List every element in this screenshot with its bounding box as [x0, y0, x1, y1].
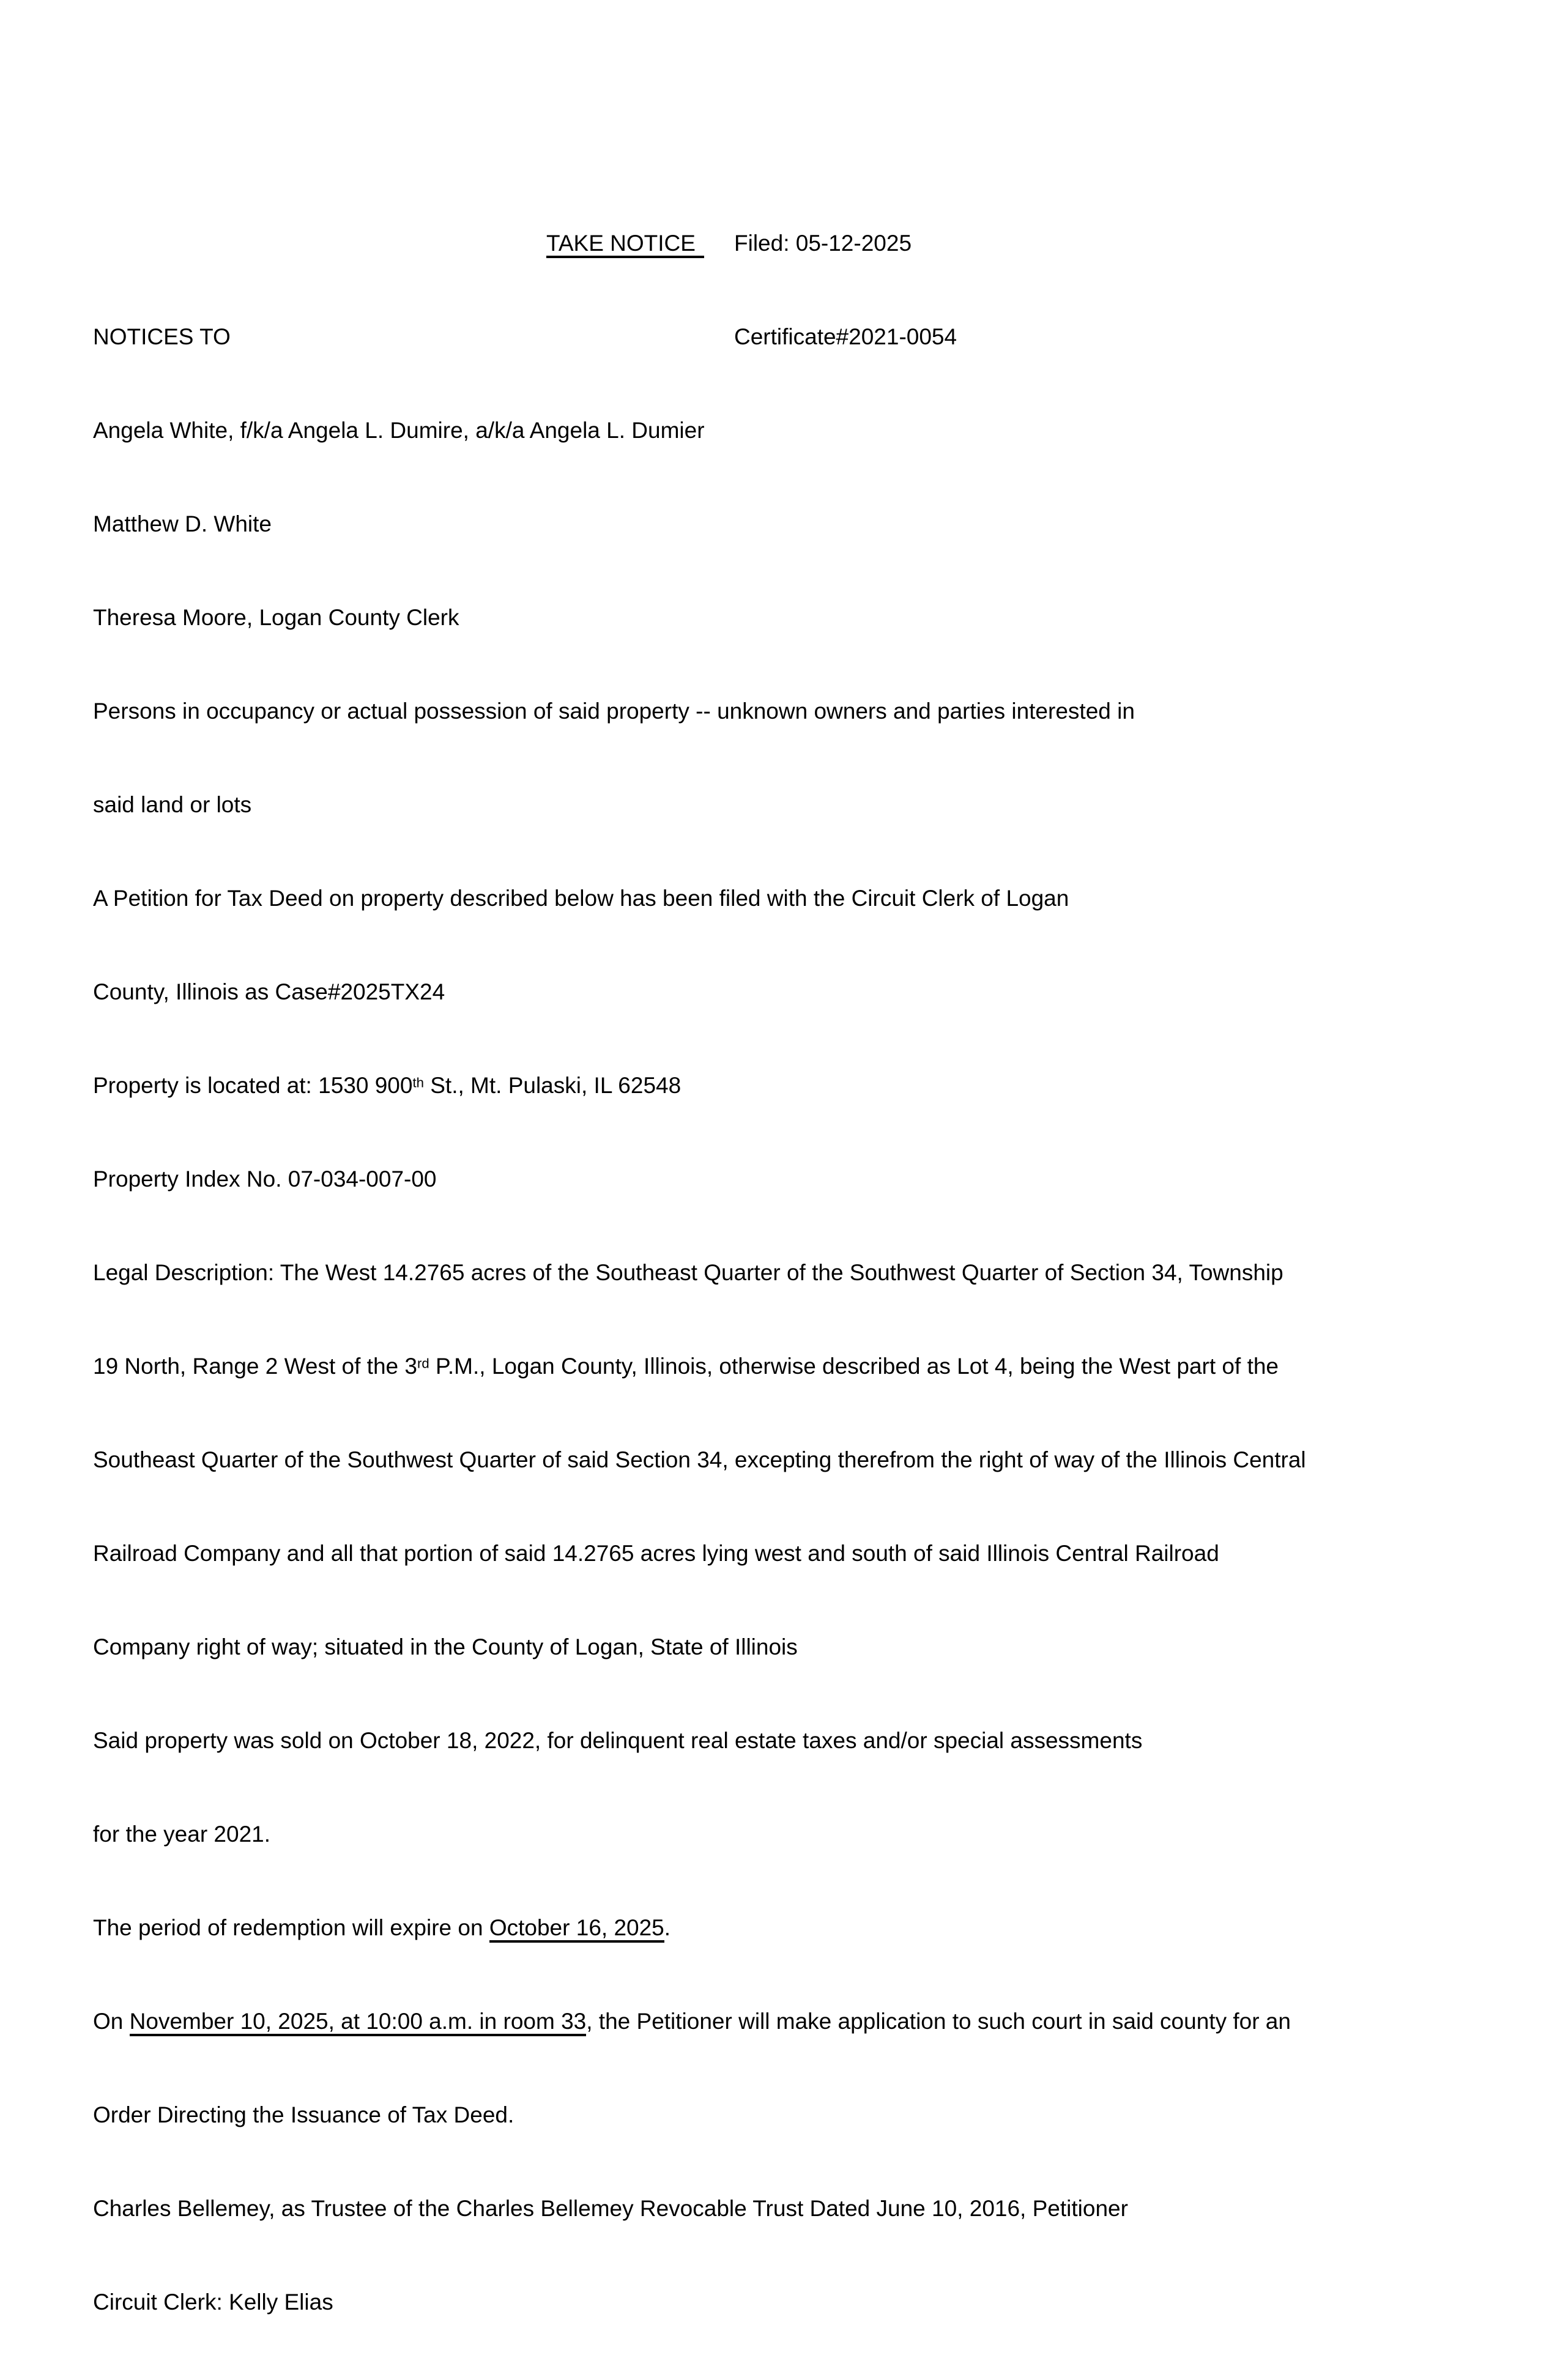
property-location-text: Property is located at: 1530 900: [93, 1073, 413, 1098]
hearing-text: On: [93, 2009, 130, 2034]
hearing-date-room: November 10, 2025, at 10:00 a.m. in room 33: [130, 2009, 587, 2036]
property-index-line: Property Index No. 07-034-007-00: [93, 1166, 437, 1192]
sale-info-line: for the year 2021.: [93, 1822, 271, 1847]
legal-description-line: Company right of way; situated in the County of Logan, State of Illinois: [93, 1634, 798, 1659]
redemption-text: .: [664, 1915, 671, 1940]
certificate-number: Certificate#2021-0054: [734, 324, 957, 349]
property-location-text: St., Mt. Pulaski, IL 62548: [423, 1073, 682, 1098]
legal-description-line: Railroad Company and all that portion of said 14.2765 acres lying west and south of said Illinois Central Railroad: [93, 1541, 1219, 1566]
header-certificate-line: [93, 321, 1525, 352]
hearing-line: [93, 2006, 1525, 2037]
petitioner-line: Charles Bellemey, as Trustee of the Charles Bellemey Revocable Trust Dated June 10, 2016, Petitioner: [93, 2196, 1128, 2221]
recipient-line: Theresa Moore, Logan County Clerk: [93, 605, 459, 630]
property-location-line: [93, 1070, 1525, 1101]
recipient-line: said land or lots: [93, 792, 252, 817]
recipient-line: Persons in occupancy or actual possession of said property -- unknown owners and parties interested in: [93, 699, 1135, 724]
filed-date: Filed: 05-12-2025: [734, 231, 912, 256]
legal-description-text: 19 North, Range 2 West of the 3: [93, 1354, 417, 1379]
circuit-clerk-line: Circuit Clerk: Kelly Elias: [93, 2289, 333, 2315]
legal-description-line: Legal Description: The West 14.2765 acres of the Southeast Quarter of the Southwest Quarter of Section 34, Township: [93, 1260, 1283, 1285]
legal-description-line: Southeast Quarter of the Southwest Quarter of said Section 34, excepting therefrom the right of way of the Illinois Central: [93, 1447, 1306, 1472]
notices-to-label: NOTICES TO: [93, 324, 231, 349]
hearing-line: Order Directing the Issuance of Tax Deed.: [93, 2102, 514, 2127]
ordinal-superscript: rd: [417, 1355, 429, 1371]
hearing-text: , the Petitioner will make application to such court in said county for an: [586, 2009, 1291, 2034]
header-title-line: [93, 228, 1525, 259]
redemption-text: The period of redemption will expire on: [93, 1915, 489, 1940]
petition-line: A Petition for Tax Deed on property described below has been filed with the Circuit Clerk of Logan: [93, 886, 1069, 911]
notice-title: TAKE NOTICE: [546, 231, 704, 258]
legal-description-text: P.M., Logan County, Illinois, otherwise described as Lot 4, being the West part of the: [429, 1354, 1279, 1379]
recipient-line: Angela White, f/k/a Angela L. Dumire, a/k/a Angela L. Dumier: [93, 418, 705, 443]
petition-line: County, Illinois as Case#2025TX24: [93, 979, 445, 1004]
notice-body: [93, 165, 1525, 2380]
recipient-line: Matthew D. White: [93, 511, 272, 536]
legal-description-line: [93, 1351, 1525, 1382]
redemption-expiry-date: October 16, 2025: [489, 1915, 664, 1943]
ordinal-superscript: th: [412, 1075, 424, 1091]
sale-info-line: Said property was sold on October 18, 2022, for delinquent real estate taxes and/or special assessments: [93, 1728, 1143, 1753]
redemption-line: [93, 1912, 1525, 1943]
